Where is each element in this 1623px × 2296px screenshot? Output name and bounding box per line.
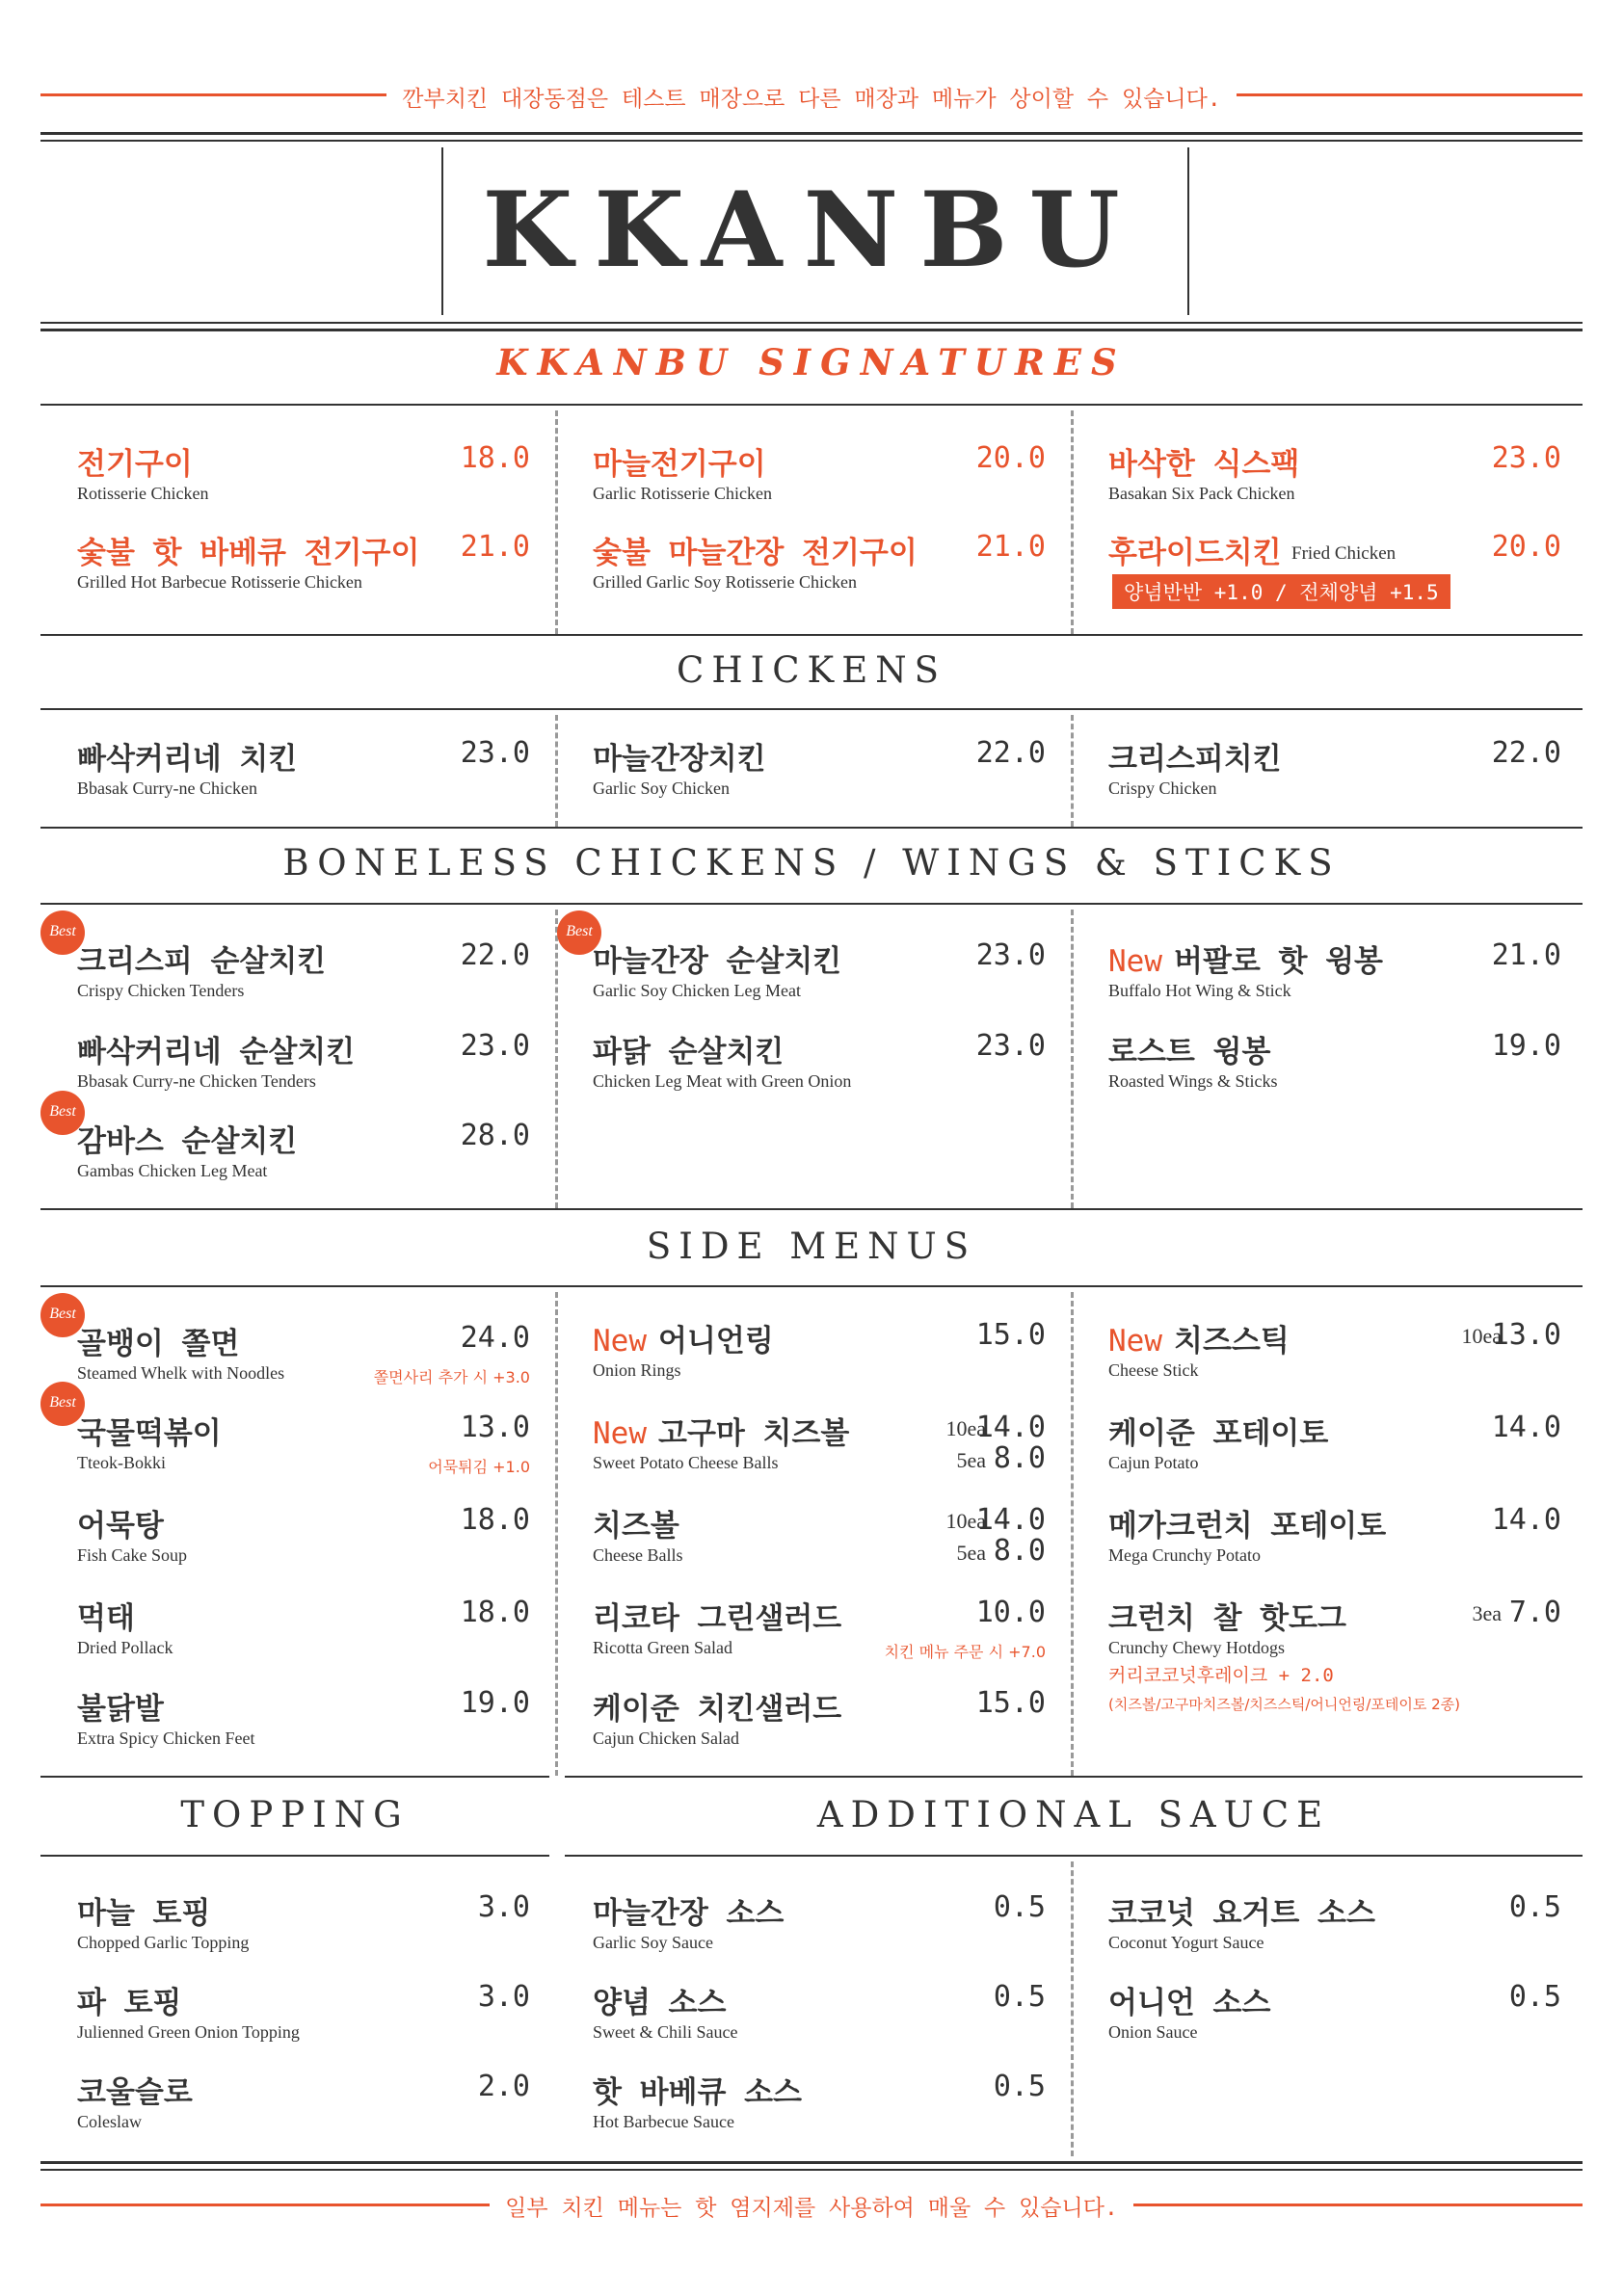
menu-item[interactable]: 크리스피 순살치킨 22.0 Crispy Chicken Tenders	[77, 938, 530, 1000]
menu-item[interactable]: 파 토핑 3.0 Julienned Green Onion Topping	[77, 1980, 530, 2042]
new-label: New	[593, 1416, 647, 1451]
menu-item[interactable]: 마늘간장치킨 22.0 Garlic Soy Chicken	[593, 736, 1046, 798]
boneless-title: BONELESS CHICKENS / WINGS & STICKS	[282, 842, 1341, 884]
menu-item[interactable]: 국물떡볶이 13.0 Tteok-Bokki 어묵튀김 +1.0	[77, 1411, 530, 1476]
top-double-rule	[40, 132, 1583, 135]
item-note: 어묵튀김 +1.0	[428, 1458, 530, 1476]
menu-item[interactable]: 후라이드치킨 Fried Chicken 20.0 양념반반 +1.0 / 전체양념 +1.5	[1108, 528, 1561, 595]
menu-item[interactable]: 감바스 순살치킨 28.0 Gambas Chicken Leg Meat	[77, 1119, 530, 1180]
menu-item[interactable]: 리코타 그린샐러드 10.0 Ricotta Green Salad 치킨 메뉴 주문 시 +7.0	[593, 1596, 1046, 1661]
menu-item[interactable]: 코코넛 요거트 소스 0.5 Coconut Yogurt Sauce	[1108, 1890, 1561, 1952]
menu-item[interactable]: 크런치 찰 핫도그 3ea 7.0 Crunchy Chewy Hotdogs 커리코코넛후레이크 + 2.0 (치즈볼/고구마치즈볼/치즈스틱/어니언링/포테이토 2종)	[1108, 1596, 1561, 1713]
best-badge: Best	[40, 910, 85, 955]
menu-item[interactable]: 케이준 포테이토 14.0 Cajun Potato	[1108, 1411, 1561, 1472]
best-badge: Best	[557, 910, 601, 955]
menu-item[interactable]: 어묵탕 18.0 Fish Cake Soup	[77, 1503, 530, 1565]
menu-item[interactable]: 빠삭커리네 치킨 23.0 Bbasak Curry-ne Chicken	[77, 736, 530, 798]
menu-item[interactable]: 숯불 핫 바베큐 전기구이 21.0 Grilled Hot Barbecue Rotisserie Chicken	[77, 530, 530, 592]
menu-item[interactable]: 코울슬로 2.0 Coleslaw	[77, 2070, 530, 2131]
brand-logo: KKANBU	[482, 170, 1141, 291]
menu-item[interactable]: New 어니언링 15.0 Onion Rings	[593, 1318, 1046, 1380]
menu-item[interactable]: 로스트 윙봉 19.0 Roasted Wings & Sticks	[1108, 1029, 1561, 1091]
menu-item[interactable]: 마늘간장 소스 0.5 Garlic Soy Sauce	[593, 1890, 1046, 1952]
fried-chicken-en: Fried Chicken	[1291, 543, 1397, 564]
topping-title: TOPPING	[180, 1794, 410, 1835]
menu-item[interactable]: New 버팔로 핫 윙봉 21.0 Buffalo Hot Wing & Stick	[1108, 938, 1561, 1000]
new-label: New	[1108, 1324, 1162, 1359]
menu-item[interactable]: 전기구이 18.0 Rotisserie Chicken	[77, 441, 530, 503]
menu-item[interactable]: 바삭한 식스팩 23.0 Basakan Six Pack Chicken	[1108, 441, 1561, 503]
menu-item[interactable]: 숯불 마늘간장 전기구이 21.0 Grilled Garlic Soy Rotisserie Chicken	[593, 530, 1046, 592]
best-badge: Best	[40, 1091, 85, 1135]
menu-item[interactable]: 케이준 치킨샐러드 15.0 Cajun Chicken Salad	[593, 1686, 1046, 1748]
sauce-option-badge: 양념반반 +1.0 / 전체양념 +1.5	[1112, 574, 1450, 609]
menu-item[interactable]: 파닭 순살치킨 23.0 Chicken Leg Meat with Green Onion	[593, 1029, 1046, 1091]
new-label: New	[593, 1324, 647, 1359]
item-note: 쫄면사리 추가 시 +3.0	[373, 1368, 530, 1386]
menu-item[interactable]: 어니언 소스 0.5 Onion Sauce	[1108, 1980, 1561, 2042]
menu-item[interactable]: New 치즈스틱 10ea 13.0 Cheese Stick	[1108, 1318, 1561, 1380]
menu-item[interactable]: 먹태 18.0 Dried Pollack	[77, 1596, 530, 1657]
hotdog-topping-note: 커리코코넛후레이크 + 2.0	[1108, 1665, 1334, 1686]
best-badge: Best	[40, 1293, 85, 1337]
menu-item[interactable]: 마늘 토핑 3.0 Chopped Garlic Topping	[77, 1890, 530, 1952]
chickens-title: CHICKENS	[677, 649, 946, 691]
menu-item[interactable]: New 고구마 치즈볼 10ea 14.0 5ea 8.0 Sweet Potato Cheese Balls	[593, 1411, 1046, 1475]
signatures-title: KKANBU SIGNATURES	[496, 341, 1127, 383]
menu-item[interactable]: 핫 바베큐 소스 0.5 Hot Barbecue Sauce	[593, 2070, 1046, 2131]
best-badge: Best	[40, 1382, 85, 1426]
menu-item[interactable]: 양념 소스 0.5 Sweet & Chili Sauce	[593, 1980, 1046, 2042]
new-label: New	[1108, 944, 1162, 979]
menu-item[interactable]: 불닭발 19.0 Extra Spicy Chicken Feet	[77, 1686, 530, 1748]
bottom-double-rule	[40, 2161, 1583, 2164]
footer-notice: 일부 치킨 메뉴는 핫 염지제를 사용하여 매울 수 있습니다.	[0, 2190, 1623, 2222]
menu-item[interactable]: 치즈볼 10ea 14.0 5ea 8.0 Cheese Balls	[593, 1503, 1046, 1568]
header-notice: 깐부치킨 대장동점은 테스트 매장으로 다른 매장과 메뉴가 상이할 수 있습니다.	[0, 81, 1623, 113]
sauce-title: ADDITIONAL SAUCE	[816, 1794, 1331, 1835]
menu-item[interactable]: 골뱅이 쫄면 24.0 Steamed Whelk with Noodles 쫄면사리 추가 시 +3.0	[77, 1321, 530, 1386]
hotdog-choice-note: (치즈볼/고구마치즈볼/치즈스틱/어니언링/포테이토 2종)	[1108, 1696, 1461, 1713]
sides-title: SIDE MENUS	[646, 1226, 977, 1267]
item-note: 치킨 메뉴 주문 시 +7.0	[884, 1643, 1046, 1661]
menu-item[interactable]: 빠삭커리네 순살치킨 23.0 Bbasak Curry-ne Chicken Tenders	[77, 1029, 530, 1091]
menu-item[interactable]: 마늘전기구이 20.0 Garlic Rotisserie Chicken	[593, 441, 1046, 503]
menu-item[interactable]: 크리스피치킨 22.0 Crispy Chicken	[1108, 736, 1561, 798]
menu-item[interactable]: 메가크런치 포테이토 14.0 Mega Crunchy Potato	[1108, 1503, 1561, 1565]
menu-item[interactable]: 마늘간장 순살치킨 23.0 Garlic Soy Chicken Leg Meat	[593, 938, 1046, 1000]
